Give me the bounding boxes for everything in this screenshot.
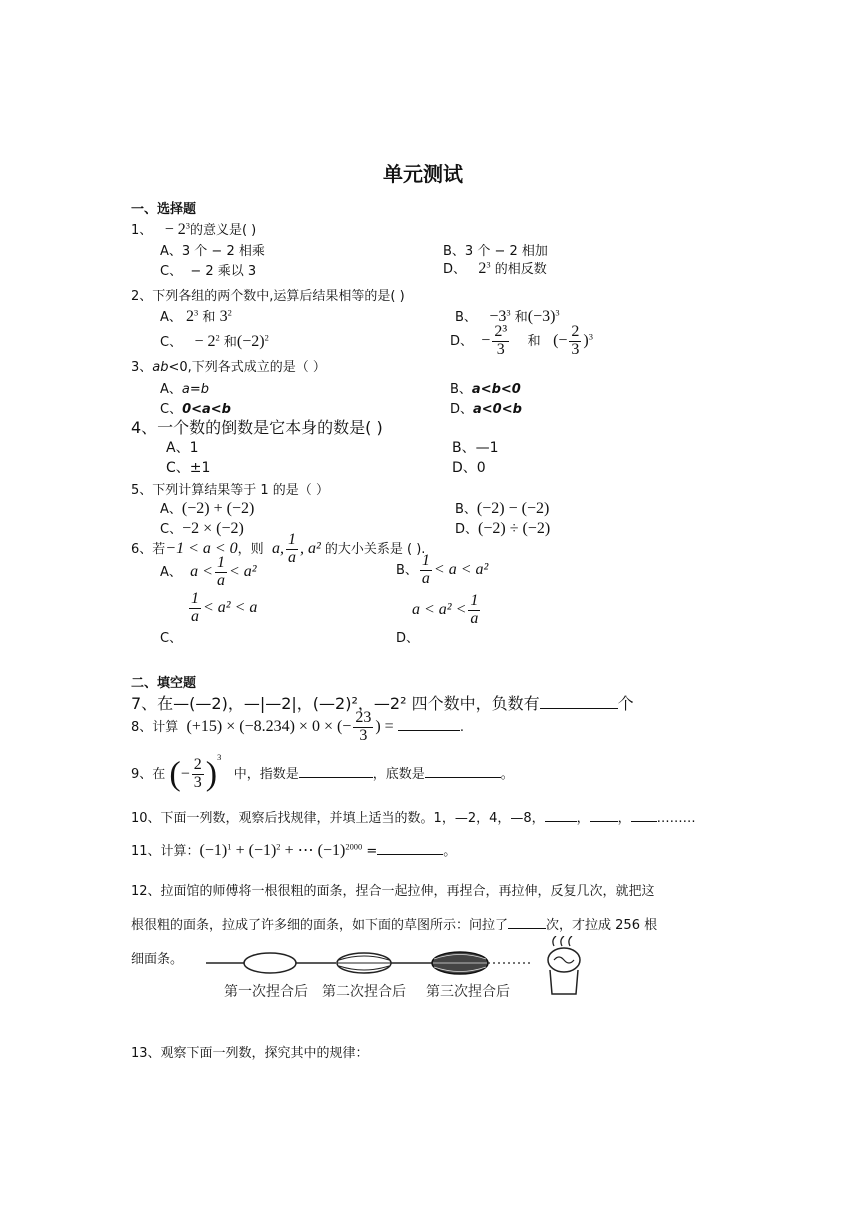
question-4-stem: 4、一个数的倒数是它本身的数是( ) — [131, 418, 383, 437]
question-6-option-c-label: C、 — [160, 631, 183, 646]
question-3-option-d: D、a<0<b — [450, 402, 522, 417]
noodle-ellipse-2 — [337, 953, 391, 973]
answer-blank[interactable] — [540, 692, 618, 709]
noodle-stretch-figure — [200, 936, 600, 1004]
question-5-option-a: A、(−2) + (−2) — [160, 500, 255, 517]
question-4-option-d: D、0 — [452, 460, 486, 476]
question-13: 13、观察下面一列数，探究其中的规律： — [131, 1046, 369, 1061]
answer-blank[interactable] — [545, 808, 577, 822]
answer-blank[interactable] — [508, 915, 546, 929]
figure-label-2: 第二次捏合后 — [322, 984, 406, 1000]
question-8: 8、计算 (+15) × (−8.234) × 0 × (− $\frac{23}{3}$ ) = . — [131, 709, 464, 744]
question-2-stem: 2、下列各组的两个数中,运算后结果相等的是( ) — [131, 289, 405, 304]
question-4-option-c: C、±1 — [166, 460, 211, 476]
answer-blank[interactable] — [590, 808, 618, 822]
question-2-option-d: D、 − $\frac{\text{2³}}{3}$ 和 (− $\frac{2}{3}$ )$^3$ — [450, 323, 593, 358]
question-5-stem: 5、下列计算结果等于 1 的是（ ） — [131, 483, 329, 498]
question-10: 10、下面一列数，观察后找规律，并填上适当的数。1，—2，4，—8， ， ， ……… — [131, 807, 696, 826]
answer-blank[interactable] — [299, 764, 373, 778]
question-2-option-b: B、 $-3^3$ 和$(-3)^3$ — [455, 307, 560, 325]
answer-blank[interactable] — [631, 808, 657, 822]
question-9: 9、在 (− $\frac{2}{3}$ )$^3$ 中，指数是 ，底数是 。 — [131, 752, 514, 793]
question-12-line-1: 12、拉面馆的师傅将一根很粗的面条，捏合一起拉伸，再捏合，再拉伸，反复几次，就把这 — [131, 884, 655, 899]
question-1-stem: 1、 − $2^3$的意义是( ) — [131, 220, 257, 238]
question-3-stem: 3、ab<0,下列各式成立的是（ ） — [131, 360, 326, 375]
question-6-option-d-expression: a < a² < $\frac{1}{a}$ — [412, 592, 479, 627]
noodle-ellipse-3 — [432, 952, 488, 974]
noodle-ellipse-1 — [244, 953, 296, 973]
question-6-option-d-label: D、 — [396, 631, 420, 646]
question-3-option-a: A、a=b — [160, 382, 210, 397]
question-1-option-c: C、 − 2 乘以 3 — [160, 264, 257, 279]
page-title: 单元测试 — [383, 162, 463, 186]
question-4-option-a: A、1 — [166, 440, 199, 456]
question-1-option-a: A、3 个 − 2 相乘 — [160, 244, 265, 259]
answer-blank[interactable] — [425, 764, 501, 778]
question-1-option-d: D、 $2^3$ 的相反数 — [443, 259, 547, 277]
question-6-option-c-expression: $\frac{1}{a}$ < a² < a — [191, 590, 258, 625]
question-3-option-c: C、0<a<b — [160, 402, 231, 417]
question-3-option-b: B、a<b<0 — [450, 382, 521, 397]
answer-blank[interactable] — [398, 717, 460, 731]
question-11: 11、计算：$(-1)^1 + (-1)^2$ + ⋯ $(-1)^{2000}$ = 。 — [131, 841, 457, 859]
question-6-option-b: B、 $\frac{1}{a}$ < a < a² — [396, 552, 489, 587]
question-5-option-d: D、(−2) ÷ (−2) — [455, 520, 551, 537]
question-7: 7、在—(—2)，—|—2|，(—2)²，—2² 四个数中，负数有 个 — [131, 694, 634, 713]
figure-label-1: 第一次捏合后 — [224, 984, 308, 1000]
section-heading-choice: 一、选择题 — [131, 202, 197, 217]
question-4-option-b: B、—1 — [452, 440, 499, 456]
figure-label-3: 第三次捏合后 — [426, 984, 510, 1000]
question-2-option-a: A、 $2^3$ 和 $3^2$ — [160, 307, 232, 325]
question-5-option-b: B、(−2) − (−2) — [455, 500, 550, 517]
section-heading-fill: 二、填空题 — [131, 676, 197, 691]
answer-blank[interactable] — [377, 841, 443, 855]
question-12-line-3: 细面条。 — [131, 952, 184, 967]
noodle-bowl-icon — [548, 936, 580, 994]
question-5-option-c: C、−2 × (−2) — [160, 520, 244, 537]
question-2-option-c: C、 − $2^2$ 和$(-2)^2$ — [160, 332, 269, 350]
question-1-option-b: B、3 个 − 2 相加 — [443, 244, 548, 259]
question-12-line-2: 根很粗的面条，拉成了许多细的面条，如下面的草图所示：问拉了 次，才拉成 256 根 — [131, 914, 657, 933]
question-6-option-a: A、 a < $\frac{1}{a}$ < a² — [160, 554, 257, 589]
question-6-stem: 6、若−1 < a < 0，则 a, $\frac{1}{a}$ , a² 的大小关系是 ( ). — [131, 531, 426, 566]
